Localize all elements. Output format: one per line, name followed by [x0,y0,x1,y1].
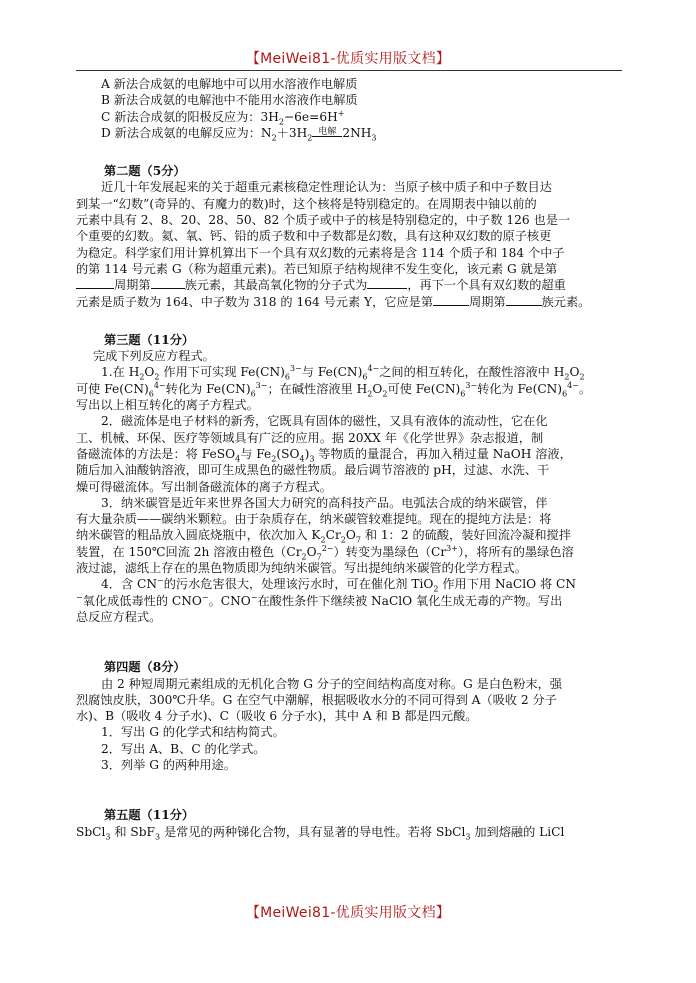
question-3-line: 纳米碳管的粗品放入圆底烧瓶中，依次加入 $K_2Cr_2O_7$ 和 1：2 的硫酸，装好回流冷凝和搅拌 [76,528,571,544]
question-5-line: SbCl$_3$ 和 SbF$_3$ 是常见的两种锑化合物，具有显著的导电性。若将 SbCl$_3$ 加到熔融的 LiCl [76,824,565,840]
question-3-intro: 完成下列反应方程式。 [93,349,215,364]
header-rule [76,70,622,71]
question-2-line: 元素中具有 2、8、20、28、50、82 个质子或中子的核是特别稳定的，中子数 126 也是一 [76,213,571,228]
question-2-line: 周期第 族元素，其最高氧化物的分子式为 ，再下一个具有双幻数的超重 [76,277,624,293]
question-3-line: 随后加入油酸钠溶液，即可生成黑色的磁性物质。最后调节溶液的 pH，过滤、水洗、干 [76,463,550,478]
question-3-line: 有大量杂质——碳纳米颗粒。由于杂质存在，纳米碳管较难提纯。现在的提纯方法是：将 [76,512,552,527]
question-2-line: 到某一“幻数”(奇异的、有魔力的数)时，这个核将是特别稳定的。在周期表中铀以前的 [76,196,537,211]
electrolysis-arrow: 电解 [312,130,342,137]
question-4-line: 烈腐蚀皮肤，300℃升华。G 在空气中潮解，根据吸收水分的不同可得到 A（吸收 2 分子 [76,692,557,707]
answer-blank[interactable] [76,277,114,289]
answer-blank[interactable] [506,294,542,306]
question-3-line: 燥可得磁流体。写出制备磁流体的离子方程式。 [76,479,332,494]
question-2-line: 个重要的幻数。氦、氧、钙、铅的质子数和中子数都是幻数，具有这种双幻数的原子核更 [76,229,552,244]
option-b: B 新法合成氨的电解池中不能用水溶液作电解质 [101,93,358,108]
footer-banner: 【MeiWei81-优质实用版文档】 [245,905,451,921]
answer-blank[interactable] [151,277,185,289]
answer-blank[interactable] [433,294,469,306]
question-5-heading: 第五题（11分） [104,808,195,823]
question-3-line: 备磁流体的方法是：将 FeSO$_4$与 $Fe_2(SO_4)_3$ 等物质的量混合，再加入稍过量 NaOH 溶液， [76,446,572,463]
option-c: C 新法合成氨的阳极反应为：$3H_2-6e=6H^+$ [101,108,345,125]
question-3-line: 写出以上相互转化的离子方程式。 [76,398,259,413]
question-2-line: 元素是质子数为 164、中子数为 318 的 164 号元素 Y，它应是第 周期第 族元素。 [76,294,591,309]
header-banner: 【MeiWei81-优质实用版文档】 [245,51,451,67]
question-2-line: 近几十年发展起来的关于超重元素核稳定性理论认为：当原子核中质子和中子数目达 [101,180,552,195]
question-4-line: 由 2 种短周期元素组成的无机化合物 G 分子的空间结构高度对称。G 是白色粉末，强 [101,676,562,691]
question-2-heading: 第二题（5分） [104,164,186,179]
answer-blank[interactable] [367,277,407,289]
option-a: A 新法合成氨的电解地中可以用水溶液作电解质 [101,77,358,91]
question-4-heading: 第四题（8分） [104,660,186,675]
question-3-heading: 第三题（11分） [104,332,195,347]
question-2-line: 的第 114 号元素 G（称为超重元素)。若已知原子结构规律不发生变化，该元素 G 就是第 [76,261,558,276]
question-4-sub: 3．列举 G 的两种用途。 [101,757,236,772]
document-body [76,76,624,840]
question-4-sub: 2．写出 A、B、C 的化学式。 [101,741,266,756]
option-d: D 新法合成氨的电解反应为：$N_2+3H_2$ 电解 $2NH_3$ [101,125,377,142]
question-3-line: 3．纳米碳管是近年来世界各国大力研究的高科技产品。电弧法合成的纳米碳管，伴 [101,495,548,510]
question-3-line: 总反应方程式。 [76,609,162,624]
question-4-sub: 1．写出 G 的化学式和结构简式。 [101,725,285,740]
question-3-line: −氧化成低毒性的 CNO−。CNO−在酸性条件下继续被 NaClO 氧化生成无毒的产物。写出 [76,592,563,608]
question-3-line: 1.在 $H_2O_2$ 作用下可实现 $Fe(CN)_6^{3-}$与 $Fe(CN)_6^{4-}$之间的相互转化，在酸性溶液中 $H_2O_2$ [101,364,585,381]
question-2-line: 为稳定。科学家们用计算机算出下一个具有双幻数的元素将是含 114 个质子和 184 个中子 [76,245,565,260]
question-3-line: 2．磁流体是电子材料的新秀，它既具有固体的磁性，又具有液体的流动性，它在化 [101,414,548,429]
question-3-line: 4．含 CN−的污水危害很大，处理该污水时，可在催化剂 TiO$_2$ 作用下用 NaClO 将 CN [101,576,577,593]
question-3-line: 工、机械、环保、医疗等领域具有广泛的应用。据 20XX 年《化学世界》杂志报道，制 [76,430,544,445]
question-3-line: 可使 $Fe(CN)_6^{4-}$转化为 $Fe(CN)_6^{3-}$；在碱性溶液里 $H_2O_2$可使 $Fe(CN)_6^{3-}$转化为 $Fe(CN)_6^{4-}$。 [76,380,592,398]
question-3-line: 装置，在 150℃回流 2h 溶液由橙色$(Cr_2O_7^{2-})$转变为墨绿色$(Cr^{3+})$，将所有的墨绿色溶 [76,543,574,561]
question-4-line: 水)、B（吸收 4 分子水)、C（吸收 6 分子水)，其中 A 和 B 都是四元酸。 [76,709,478,724]
question-3-line: 液过滤，滤纸上存在的黑色物质即为纯纳米碳管。写出提纯纳米碳管的化学方程式。 [76,561,527,576]
